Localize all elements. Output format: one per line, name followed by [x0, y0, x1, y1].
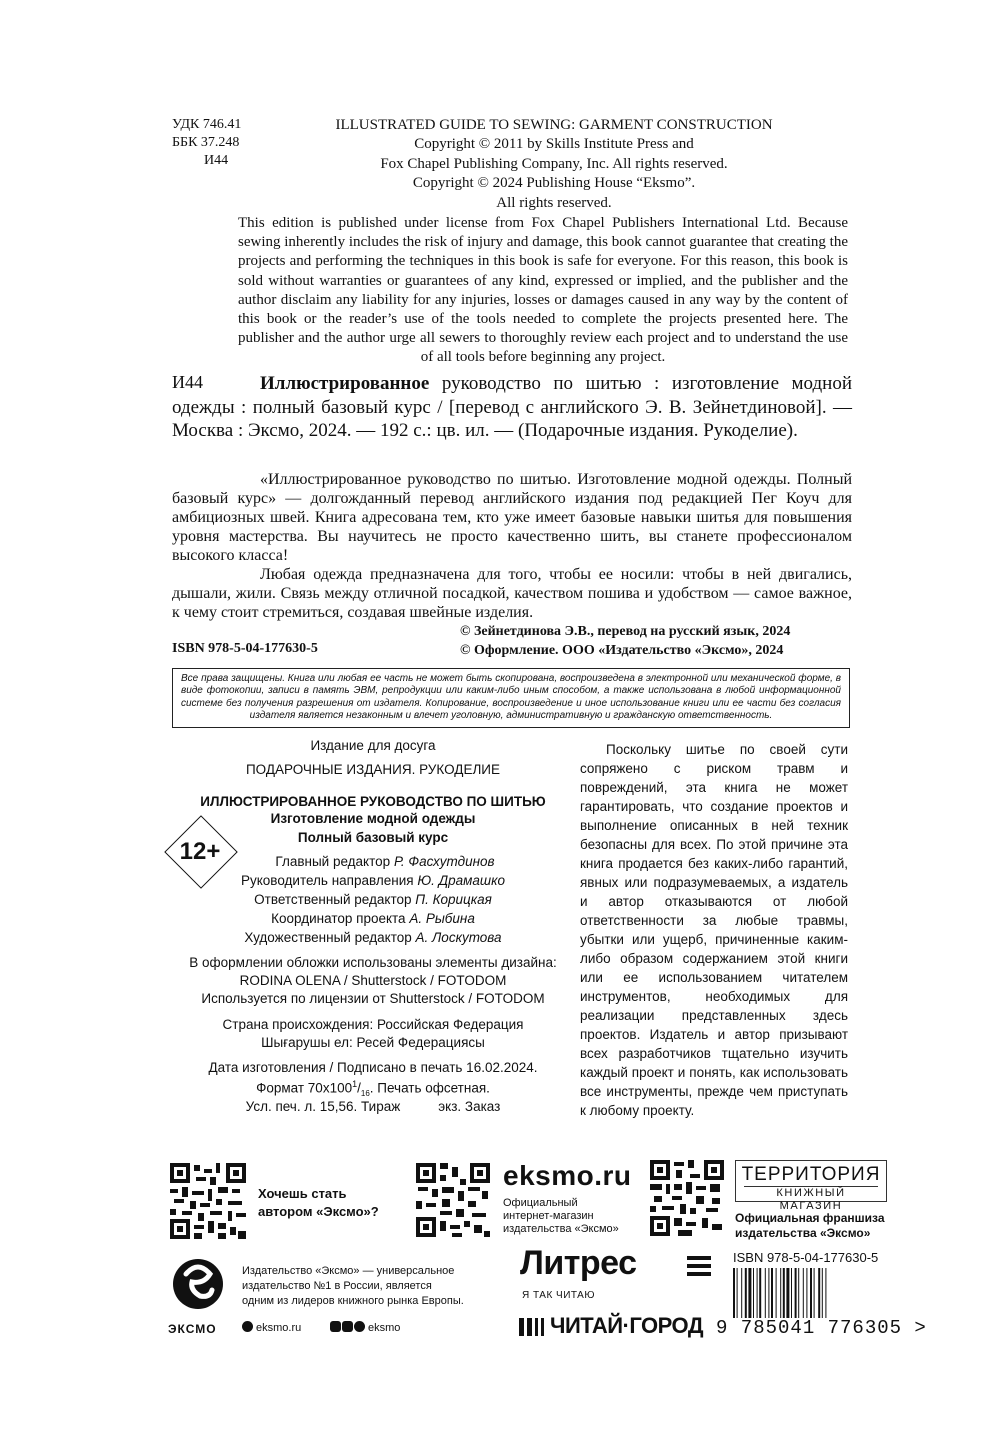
origin-line: Страна происхождения: Российская Федерация [222, 1017, 524, 1032]
staff-name: Р. Фасхутдинов [393, 854, 495, 869]
chitai-gorod-icon [519, 1318, 549, 1336]
staff-line [172, 892, 574, 907]
author-call [258, 1185, 379, 1221]
qr-code-site[interactable] [416, 1163, 490, 1237]
site-link[interactable] [242, 1321, 301, 1334]
annotation-paragraph: «Иллюстрированное руководство по шитью. Изготовление модной одежды. Полный базовый курс» — долгожданный перевод английского издания под редакцией Пег Коуч для амбициозных швей. Книга адресована тем, кто уже имеет базовые навыки шитья для повышения уровня мастерства. Вы научитесь не просто качественно шить, вы станете профессионалом высокого класса! [172, 471, 852, 564]
staff-name: П. Корицкая [415, 892, 492, 907]
barcode-bar [737, 1268, 738, 1318]
site-desc-line: интернет-магазин [503, 1210, 594, 1222]
site-link-label: eksmo.ru [256, 1322, 302, 1334]
author-call-line: автором «Эксмо»? [258, 1204, 379, 1219]
staff-line [172, 911, 574, 926]
litres-menu-icon [687, 1256, 711, 1276]
format-sup: 1 [352, 1079, 358, 1089]
staff-role: Ответственный редактор [254, 892, 412, 907]
barcode-bar [765, 1268, 766, 1318]
publisher-desc-line: Издательство «Эксмо» — универсальное [242, 1265, 455, 1277]
barcode-bar [791, 1268, 792, 1318]
barcode-bar [745, 1268, 747, 1318]
publisher-desc-line: одним из лидеров книжного рынка Европы. [242, 1295, 464, 1307]
staff-role: Художественный редактор [244, 930, 412, 945]
barcode-bar [822, 1268, 823, 1318]
barcode-bar [757, 1268, 758, 1318]
copyright-line: Copyright © 2011 by Skills Institute Press and [414, 136, 694, 153]
print-run-label: Тираж [361, 1099, 401, 1114]
catalog-entry [172, 372, 852, 443]
print-format: Формат $70x100^1/_{16}$. Печать офсетная. [256, 1079, 490, 1099]
chitai-gorod-logo[interactable]: ЧИТАЙ·ГОРОД [550, 1313, 704, 1338]
franchise-text [735, 1211, 885, 1241]
barcode-bar [803, 1268, 804, 1318]
design-copyright: © Оформление. ООО «Издательство «Эксмо», 2024 [460, 643, 784, 658]
barcode-bar [806, 1268, 807, 1318]
classification-codes [172, 116, 241, 170]
age-rating: 12+ [179, 838, 221, 865]
bbk-code: ББК 37.248 [172, 135, 240, 150]
eksmo-site-brand[interactable]: eksmo.ru [503, 1160, 632, 1191]
staff-name: А. Лоскутова [415, 930, 502, 945]
barcode-bar [798, 1268, 799, 1318]
format-suffix: . Печать офсетная. [369, 1080, 490, 1096]
print-copies: экз. Заказ [438, 1099, 501, 1114]
copyright-header [280, 116, 828, 213]
book-title: ИЛЛЮСТРИРОВАННОЕ РУКОВОДСТВО ПО ШИТЬЮ [200, 794, 546, 809]
barcode-bar [825, 1268, 826, 1318]
litres-label: Литрес [520, 1244, 637, 1282]
copyright-line: All rights reserved. [496, 194, 612, 211]
staff-line [172, 930, 574, 945]
barcode-bar [814, 1268, 815, 1318]
barcode-isbn: ISBN 978-5-04-177630-5 [733, 1250, 879, 1265]
barcode-bar [768, 1268, 769, 1318]
barcode-bar [748, 1268, 751, 1318]
barcode-bar [776, 1268, 777, 1318]
publisher-description [242, 1264, 464, 1309]
vk-icon[interactable] [330, 1321, 341, 1332]
print-dates: Дата изготовления / Подписано в печать 16.02.2024. [208, 1060, 538, 1075]
eksmo-logo-icon [170, 1254, 226, 1320]
design-credit: В оформлении обложки использованы элементы дизайна: [189, 955, 557, 970]
rights-notice: Все права защищены. Книга или любая ее часть не может быть скопирована, воспроизведена в электронной или механической форме, в виде фотокопии, записи в память ЭВМ, репродукции или каким-либо иным способом, а также использована в любой информационной системе без получения разрешения от издателя. Копирование, воспроизведение и иное использование книги или ее части без согласия издателя является незаконным и влечет уголовную, административную и гражданскую ответственность. [172, 668, 850, 728]
book-subtitle: Полный базовый курс [297, 830, 449, 845]
copyright-line: Fox Chapel Publishing Company, Inc. All rights reserved. [380, 155, 728, 172]
territory-shop-logo[interactable] [735, 1160, 887, 1212]
russian-disclaimer: Поскольку шитье по своей сути сопряжено с риском травм и повреждений, эта книга не может гарантировать, что создание проектов и выполнение описанных в ней техник безопасны для всех. По этой причине эта книга продается без каких-либо гарантий, явных или подразумеваемых, а издатель и автор отказываются от любой ответственности за любые травмы, убытки или ущерб, причиненные каким-либо образом содержанием этой книги или ее использованием читателем инструментов, необходимых для реализации представленных здесь проектов. Издатель и автор призывают всех разработчиков тщательно изучить каждый проект и понять, как использовать все инструменты, прежде чем приступать к любому проекту. [580, 742, 848, 1118]
original-title: ILLUSTRATED GUIDE TO SEWING: GARMENT CONSTRUCTION [335, 117, 773, 133]
barcode-bar [795, 1268, 797, 1318]
staff-role: Главный редактор [275, 854, 391, 869]
barcode-bar [771, 1268, 773, 1318]
copyright-line: Copyright © 2024 Publishing House “Eksmo”. [412, 175, 696, 192]
site-desc-line: Официальный [503, 1197, 578, 1209]
cutter-code: И44 [204, 153, 229, 168]
qr-code-shop[interactable] [650, 1160, 724, 1236]
site-desc-line: издательства «Эксмо» [503, 1223, 619, 1235]
udk-code: УДК 746.41 [172, 117, 242, 132]
edition-type: Издание для досуга [310, 738, 436, 753]
staff-name: А. Рыбина [409, 911, 475, 926]
barcode-bar [759, 1268, 761, 1318]
social-link-label: eksmo [368, 1322, 401, 1334]
russian-copyrights [460, 622, 790, 660]
english-disclaimer: This edition is published under license from Fox Chapel Publishers International Ltd. Because sewing inherently includes the risk of injury and damage, this book cannot guarantee that creating the projects and performing the techniques in this book is safe for everyone. For this reason, this book is sold without warranties or guarantees of any kind, expressed or implied, and the publisher and the author disclaim any liability for any injuries, losses or damages caused in any way by the content of this book or the reader’s use of the tools needed to complete the projects presented here. The publisher and the author urge all sewers to thoroughly review each project and to understand the use of all tools before beginning any project. [238, 215, 848, 366]
staff-line [172, 873, 574, 888]
design-credit: RODINA OLENA / Shutterstock / FOTODOM [239, 973, 507, 988]
qr-code-author[interactable] [170, 1163, 246, 1239]
telegram-icon[interactable] [354, 1321, 365, 1332]
author-call-line: Хочешь стать [258, 1186, 347, 1201]
shop-name: ТЕРРИТОРИЯ [741, 1164, 881, 1185]
annotation-paragraph: Любая одежда предназначена для того, чтобы ее носили: чтобы в ней двигались, дышали, жили. Связь между отличной посадкой, качеством пошива и удобством — самое важное, к чему стоит стремиться, создавая швейные изделия. [172, 566, 852, 621]
barcode-bar [780, 1268, 781, 1318]
ok-icon[interactable] [342, 1321, 353, 1332]
litres-slogan: Я ТАК ЧИТАЮ [522, 1290, 595, 1301]
design-credit: Используется по лицензии от Shutterstock / FOTODOM [201, 991, 545, 1006]
catalog-title: Иллюстрированное [260, 373, 430, 394]
book-subtitle: Изготовление модной одежды [270, 811, 476, 826]
barcode-digits: 9 785041 776305 > [716, 1317, 927, 1339]
staff-role: Координатор проекта [271, 911, 406, 926]
print-run [172, 1099, 574, 1114]
barcode-bar [786, 1268, 789, 1318]
format-prefix: Формат 70x100 [256, 1080, 353, 1096]
isbn: ISBN 978-5-04-177630-5 [172, 641, 318, 656]
catalog-mark: И44 [172, 372, 203, 392]
franchise-line: Официальная франшиза [735, 1211, 885, 1225]
translation-copyright: © Зейнетдинова Э.В., перевод на русский язык, 2024 [460, 624, 791, 639]
eksmo-logo-label: ЭКСМО [168, 1322, 217, 1336]
format-sub: 16 [360, 1089, 370, 1099]
social-links[interactable] [330, 1321, 400, 1334]
globe-icon [242, 1321, 253, 1332]
print-sheets: Усл. печ. л. 15,56. [245, 1099, 358, 1114]
annotation [172, 470, 852, 622]
litres-logo[interactable] [520, 1244, 637, 1283]
barcode-bar [810, 1268, 812, 1318]
barcode-bar [741, 1268, 742, 1318]
staff-name: Ю. Драмашко [417, 873, 506, 888]
catalog-entry-rest: руководство по шитью : изготовление модной одежды : полный базовый курс / [перевод с английского Э. В. Зейнетдиновой]. — Москва : Эксмо, 2024. — 192 с.: цв. ил. — (Подарочные издания. Рукоделие). [172, 373, 853, 441]
barcode-bar [818, 1268, 820, 1318]
barcode-bar [753, 1268, 754, 1318]
publisher-desc-line: издательство №1 в России, является [242, 1280, 432, 1292]
barcode-bar [733, 1268, 735, 1318]
site-description [503, 1197, 619, 1236]
barcode-bar [783, 1268, 785, 1318]
shop-subtitle: КНИЖНЫЙ МАГАЗИН [744, 1186, 878, 1213]
staff-role: Руководитель направления [240, 873, 414, 888]
franchise-line: издательства «Эксмо» [735, 1226, 871, 1240]
barcode [733, 1268, 883, 1318]
origin-line: Шығарушы ел: Ресей Федерациясы [261, 1035, 485, 1050]
series-name: ПОДАРОЧНЫЕ ИЗДАНИЯ. РУКОДЕЛИЕ [245, 762, 501, 777]
